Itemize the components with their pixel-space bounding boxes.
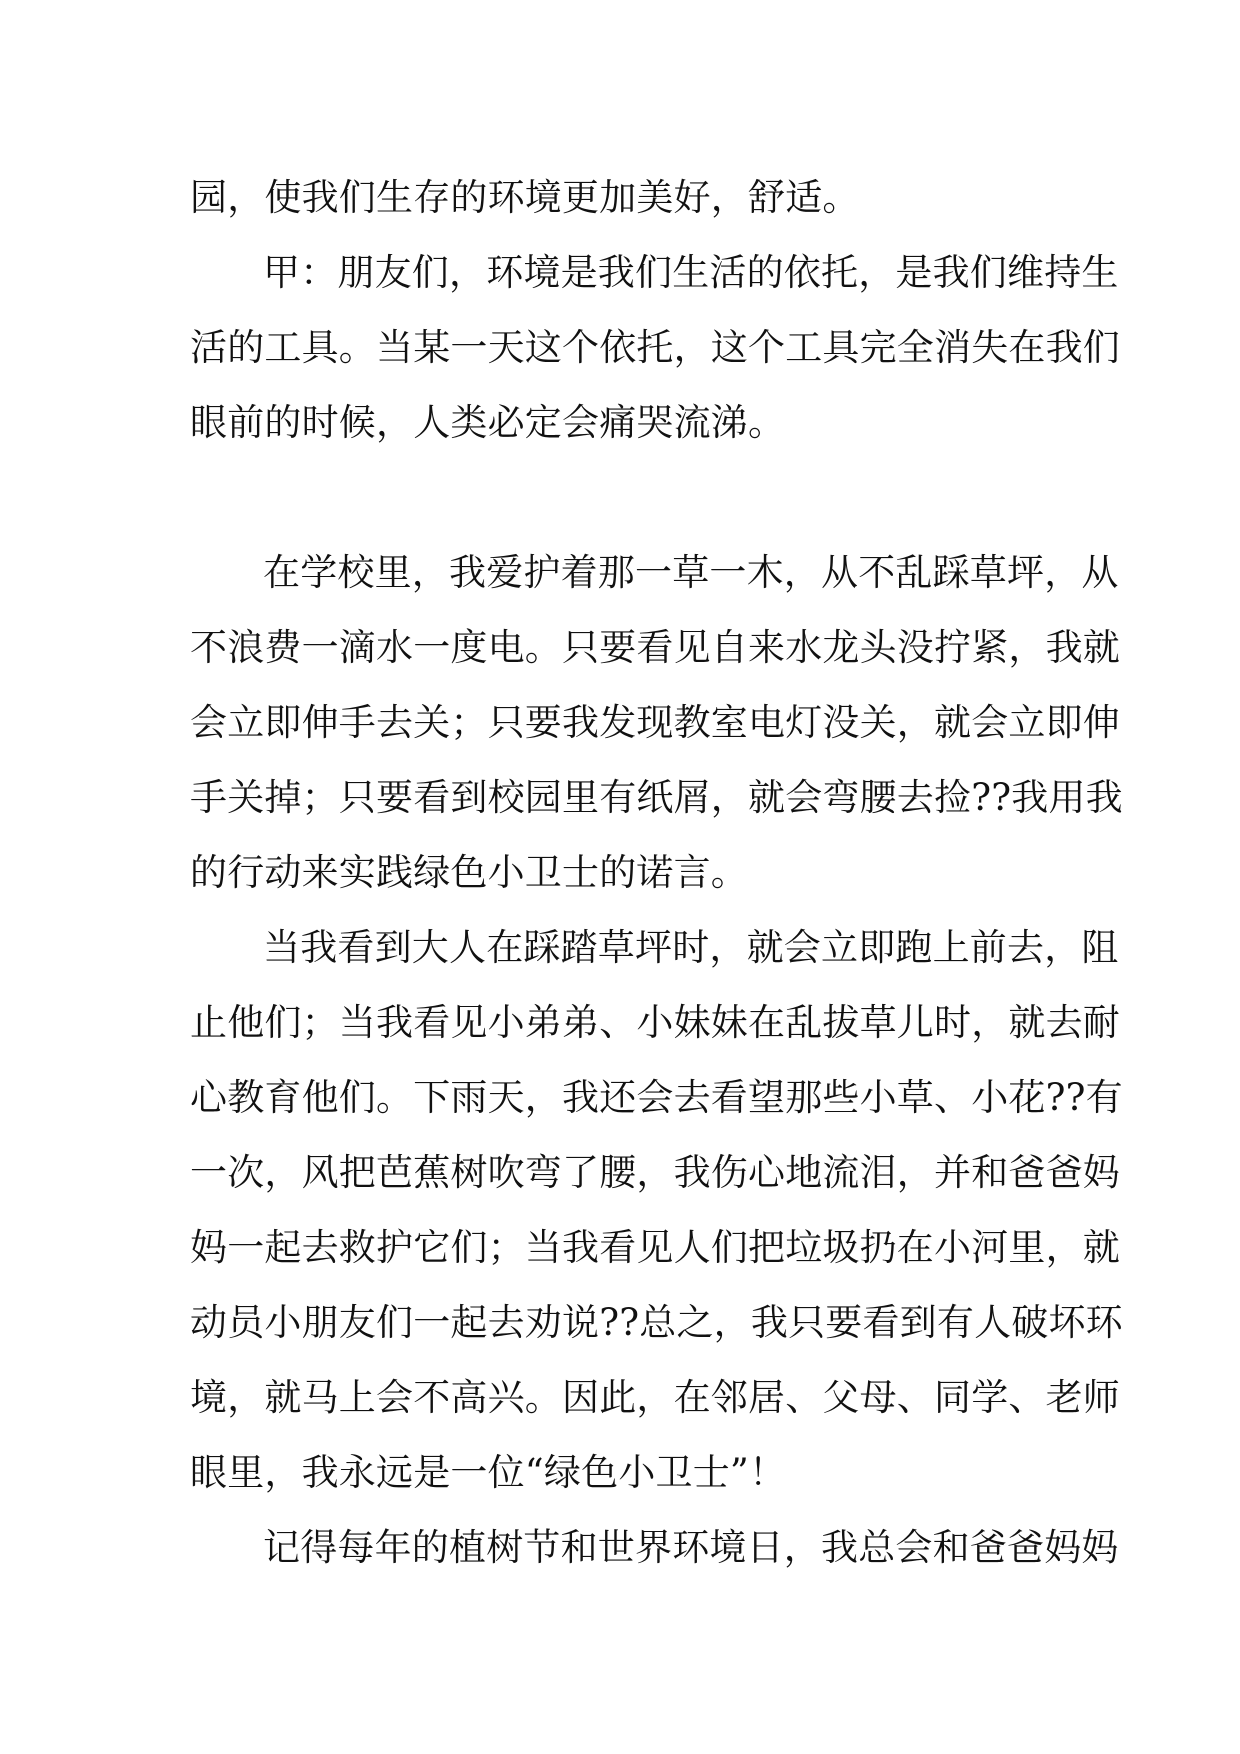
text-line: 活的工具。当某一天这个依托，这个工具完全消失在我们 bbox=[190, 326, 1120, 369]
paragraph-start-line: 当我看到大人在踩踏草坪时，就会立即跑上前去，阻 bbox=[263, 926, 1119, 969]
text-line: 止他们；当我看见小弟弟、小妹妹在乱拔草儿时，就去耐 bbox=[190, 1001, 1120, 1044]
text-line: 会立即伸手去关；只要我发现教室电灯没关，就会立即伸 bbox=[190, 701, 1120, 744]
paragraph-start-line: 记得每年的植树节和世界环境日，我总会和爸爸妈妈 bbox=[263, 1526, 1119, 1569]
text-line: 的行动来实践绿色小卫士的诺言。 bbox=[190, 851, 748, 894]
text-line: 不浪费一滴水一度电。只要看见自来水龙头没拧紧，我就 bbox=[190, 626, 1120, 669]
text-line: 心教育他们。下雨天，我还会去看望那些小草、小花??有 bbox=[190, 1076, 1123, 1119]
paragraph-start-line: 在学校里，我爱护着那一草一木，从不乱踩草坪，从 bbox=[263, 551, 1119, 594]
paragraph-start-line: 甲：朋友们，环境是我们生活的依托，是我们维持生 bbox=[263, 251, 1119, 294]
text-line: 眼里，我永远是一位“绿色小卫士”！ bbox=[190, 1451, 787, 1494]
text-line: 动员小朋友们一起去劝说??总之，我只要看到有人破坏环 bbox=[190, 1301, 1123, 1344]
text-line: 一次，风把芭蕉树吹弯了腰，我伤心地流泪，并和爸爸妈 bbox=[190, 1151, 1120, 1194]
text-line: 手关掉；只要看到校园里有纸屑，就会弯腰去捡??我用我 bbox=[190, 776, 1123, 819]
text-line: 园，使我们生存的环境更加美好，舒适。 bbox=[190, 176, 860, 219]
text-line: 眼前的时候，人类必定会痛哭流涕。 bbox=[190, 401, 786, 444]
text-line: 境，就马上会不高兴。因此，在邻居、父母、同学、老师 bbox=[190, 1376, 1120, 1419]
text-line: 妈一起去救护它们；当我看见人们把垃圾扔在小河里，就 bbox=[190, 1226, 1120, 1269]
